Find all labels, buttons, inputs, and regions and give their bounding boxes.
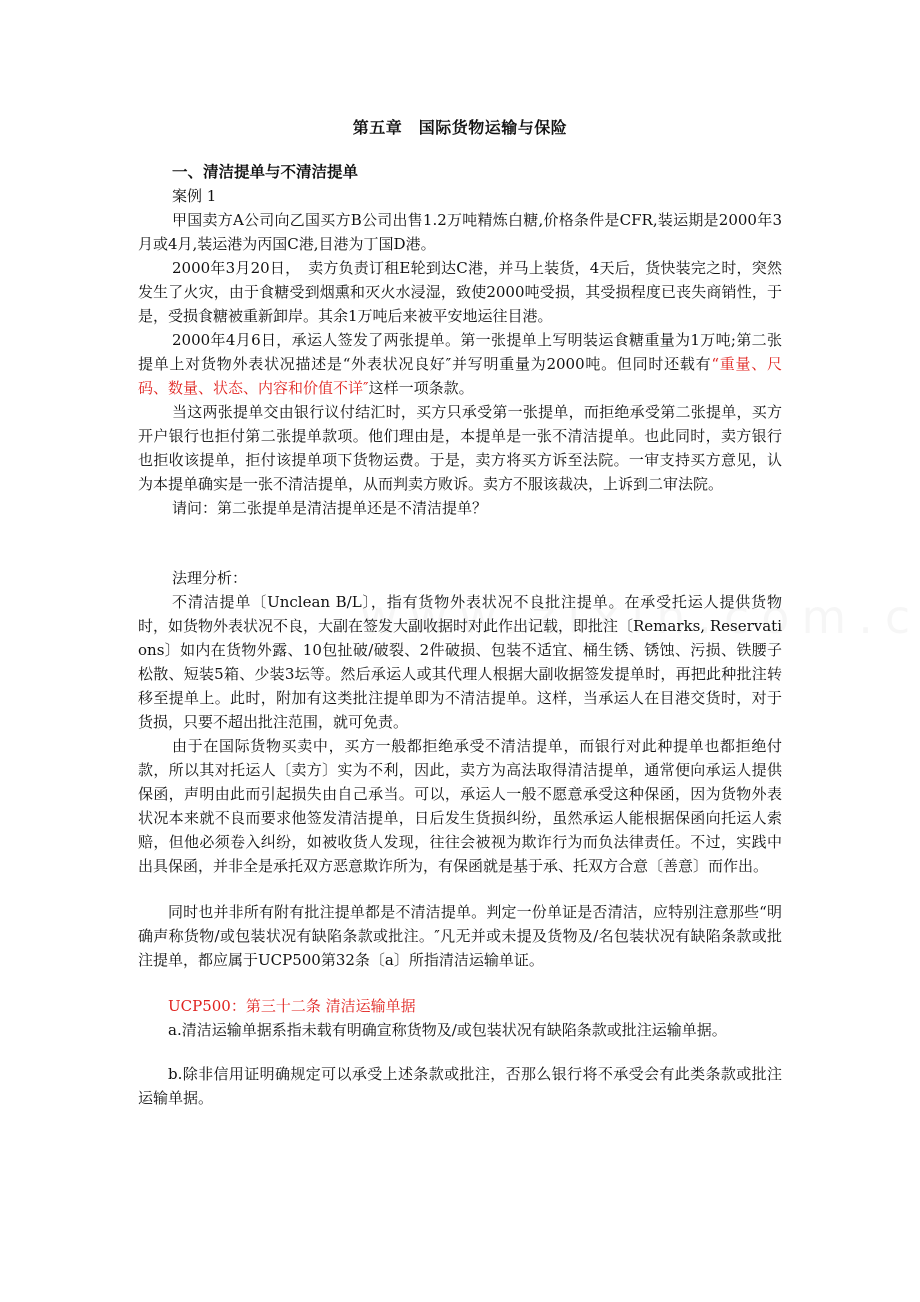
ucp-clause-b: b.除非信用证明确规定可以承受上述条款或批注，否那么银行将不承受会有此类条款或批注运输单据。 <box>138 1065 782 1107</box>
case-question: 请问：第二张提单是清洁提单还是不清洁提单？ <box>172 499 488 517</box>
analysis-paragraph-1: 不清洁提单〔Unclean B/L〕，指有货物外表状况不良批注提单。在承受托运人提供货物时，如货物外表状况不良，大副在签发大副收据时对此作出记载，即批注〔Remarks, Reservations〕如内在货物外露、10包扯破/破裂、2件破损、包装不适宜、桶生锈、锈蚀、污损、铁腰子松散、短装5箱、少装3坛等。然后承运人或其代理人根据大副收据签发提单时，再把此种批注转移至提单上。此时，附加有这类批注提单即为不清洁提单。这样，当承运人在目港交货时，对于货损，只要不超出批注范围，就可免责。 <box>138 593 782 731</box>
case-paragraph-1: 甲国卖方A公司向乙国买方B公司出售1.2万吨精炼白糖,价格条件是CFR,装运期是2000年3月或4月,装运港为丙国C港,目港为丁国D港。 <box>138 211 782 253</box>
document-body <box>138 160 782 1110</box>
ucp-clause-a: a.清洁运输单据系指未载有明确宣称货物及/或包装状况有缺陷条款或批注运输单据。 <box>168 1021 727 1039</box>
case-label: 案例 1 <box>172 187 217 205</box>
case-paragraph-2: 2000年3月20日， 卖方负责订租E轮到达C港，并马上装货，4天后，货快装完之时，突然发生了火灾，由于食糖受到烟熏和灭火水浸湿，致使2000吨受损，其受损程度已丧失商销性，于是，受损食糖被重新卸岸。其余1万吨后来被平安地运往目港。 <box>138 259 782 325</box>
ucp-article-title: UCP500：第三十二条 清洁运输单据 <box>168 997 416 1015</box>
analysis-paragraph-2: 由于在国际货物买卖中，买方一般都拒绝承受不清洁提单，而银行对此种提单也都拒绝付款，所以其对托运人〔卖方〕实为不利，因此，卖方为高法取得清洁提单，通常便向承运人提供保函，声明由此而引起损失由自己承当。可以，承运人一般不愿意承受这种保函，因为货物外表状况本来就不良而要求他签发清洁提单，日后发生货损纠纷，虽然承运人能根据保函向托运人索赔，但他必须卷入纠纷，如被收货人发现，往往会被视为欺诈行为而负法律责任。不过，实践中出具保函，并非全是承托双方恶意欺诈所为，有保函就是基于承、托双方合意〔善意〕而作出。 <box>138 737 782 875</box>
note-paragraph: 同时也并非所有附有批注提单都是不清洁提单。判定一份单证是否清洁，应特别注意那些“明确声称货物/或包装状况有缺陷条款或批注。″凡无并或未提及货物及/名包装状况有缺陷条款或批注提单，都应属于UCP500第32条〔a〕所指清洁运输单证。 <box>138 903 782 969</box>
section-heading: 一、清洁提单与不清洁提单 <box>172 162 359 181</box>
red-clause-text: “重量、尺码、数量、状态、内容和价值不详″ <box>138 355 783 397</box>
analysis-label: 法理分析： <box>172 569 248 587</box>
case-paragraph-4: 当这两张提单交由银行议付结汇时，买方只承受第一张提单，而拒绝承受第二张提单，买方开户银行也拒付第二张提单款项。他们理由是，本提单是一张不清洁提单。也此同时，卖方银行也拒收该提单，拒付该提单项下货物运费。于是，卖方将买方诉至法院。一审支持买方意见，认为本提单确实是一张不清洁提单，从而判卖方败诉。卖方不服该裁决，上诉到二审法院。 <box>138 403 782 493</box>
case-paragraph-3-text: 2000年4月6日，承运人签发了两张提单。第一张提单上写明装运食糖重量为1万吨;第二张提单上对货物外表状况描述是“外表状况良好″并写明重量为2000吨。但同时还载有 <box>138 331 782 373</box>
chapter-title: 第五章 国际货物运输与保险 <box>352 118 568 137</box>
case-paragraph-3-tail: 这样一项条款。 <box>368 379 474 397</box>
case-paragraph-3 <box>138 328 782 400</box>
